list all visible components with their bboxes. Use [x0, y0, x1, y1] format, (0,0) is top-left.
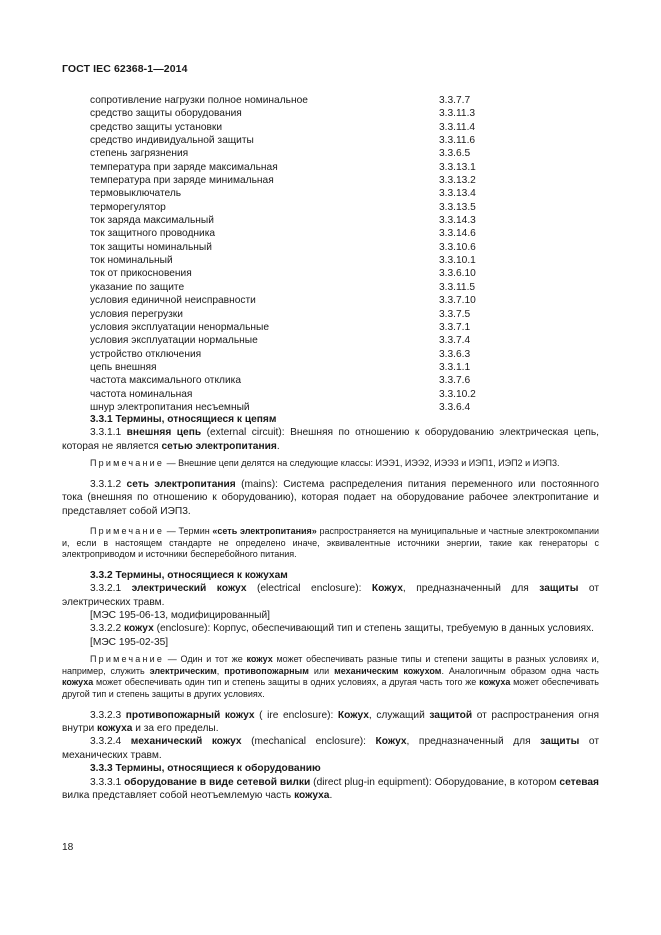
source-reference: [МЭС 195-02-35] [90, 636, 169, 648]
index-row [90, 107, 510, 120]
definition-3-3-2-3: 3.3.2.3 противопожарный кожух ( ire enclosure): Кожух, служащий защитой от распространения огня внутри кожуха и за его пределы. [62, 709, 599, 735]
index-term: ток защиты номинальный [90, 241, 212, 253]
defined-term: сеть электропитания [126, 478, 236, 490]
index-term: термовыключатель [90, 188, 182, 200]
index-row [90, 361, 510, 374]
index-row [90, 334, 510, 347]
index-ref: 3.3.10.1 [439, 255, 476, 267]
index-term: температура при заряде максимальная [90, 161, 278, 173]
index-row [90, 374, 510, 387]
document-header: ГОСТ IEC 62368-1—2014 [62, 63, 188, 75]
index-row [90, 241, 510, 254]
index-row [90, 94, 510, 107]
index-term: ток заряда максимальный [90, 215, 214, 227]
index-ref: 3.3.11.4 [439, 121, 476, 133]
index-row [90, 201, 510, 214]
defined-term: механический кожух [130, 736, 242, 748]
defined-term: внешняя цепь [126, 427, 202, 439]
definition-3-3-2-2: 3.3.2.2 кожух (enclosure): Корпус, обеспечивающий тип и степень защиты, требуемую в данных условиях. [90, 623, 594, 635]
defined-term: противопожарный кожух [125, 709, 255, 721]
index-ref: 3.3.7.7 [439, 95, 471, 106]
index-term: сопротивление нагрузки полное номинальное [90, 95, 308, 106]
index-term: ток от прикосновения [90, 268, 192, 280]
index-term: средство защиты установки [90, 121, 223, 133]
index-row [90, 294, 510, 307]
index-row [90, 147, 510, 160]
source-reference: [МЭС 195-06-13, модифицированный] [90, 610, 271, 622]
index-term: ток номинальный [90, 255, 173, 267]
index-term: частота максимального отклика [90, 375, 241, 387]
index-term: средство индивидуальной защиты [90, 135, 254, 147]
index-term: условия эксплуатации нормальные [90, 335, 258, 347]
section-heading-3-3-3: 3.3.3 Термины, относящиеся к оборудованию [90, 763, 321, 775]
defined-term: электрический кожух [131, 583, 247, 595]
definition-3-3-2-1: 3.3.2.1 электрический кожух (electrical enclosure): Кожух, предназначенный для защиты от электрических травм. [62, 583, 599, 608]
index-ref: 3.3.7.4 [439, 335, 471, 347]
index-ref: 3.3.13.5 [439, 201, 476, 213]
index-row [90, 254, 510, 267]
index-row [90, 214, 510, 227]
definition-3-3-2-4: 3.3.2.4 механический кожух (mechanical enclosure): Кожух, предназначенный для защиты от механических травм. [62, 736, 599, 761]
index-ref: 3.3.6.10 [439, 268, 476, 280]
definition-3-3-1-1: 3.3.1.1 внешняя цепь (external circuit): Внешняя по отношению к оборудованию электрическая цепь, которая не является сетью электропитания. [62, 427, 599, 452]
index-term: цепь внешняя [90, 361, 157, 373]
index-term: средство защиты оборудования [90, 108, 242, 120]
index-ref: 3.3.7.10 [439, 295, 476, 307]
defined-term: оборудование в виде сетевой вилки [124, 776, 311, 788]
index-term: условия эксплуатации ненормальные [90, 321, 270, 333]
index-ref: 3.3.1.1 [439, 361, 471, 373]
index-term: температура при заряде минимальная [90, 175, 274, 187]
index-row [90, 187, 510, 200]
index-ref: 3.3.10.6 [439, 241, 476, 253]
document-body [62, 413, 599, 802]
index-ref: 3.3.10.2 [439, 388, 476, 400]
index-term: степень загрязнения [90, 148, 189, 160]
index-ref: 3.3.7.5 [439, 308, 471, 320]
note-label: Примечание [90, 458, 165, 469]
index-term: шнур электропитания несъемный [90, 401, 250, 413]
index-row [90, 267, 510, 280]
index-row [90, 227, 510, 240]
index-ref: 3.3.13.4 [439, 188, 476, 200]
note-enclosure: Примечание — Один и тот же кожух может обеспечивать разные типы и степени защиты в разных условиях и, например, служить электрическим, противопожарным или механическим кожухом. Аналогичным образом одна часть кожуха может обеспечивать один тип и степень защиты в одних условиях, а другая часть того же кожуха может обеспечивать другой тип и степень защиты в других условиях. [62, 654, 599, 700]
index-term: устройство отключения [90, 348, 202, 360]
index-row [90, 121, 510, 134]
note-label: Примечание [90, 654, 165, 665]
index-ref: 3.3.6.4 [439, 401, 471, 413]
index-ref: 3.3.6.3 [439, 348, 471, 360]
index-row [90, 321, 510, 334]
index-ref: 3.3.11.5 [439, 281, 476, 293]
index-ref: 3.3.13.1 [439, 161, 476, 173]
note-external-circuits: Примечание — Внешние цепи делятся на следующие классы: ИЭЭ1, ИЭЭ2, ИЭЭ3 и ИЭП1, ИЭП2 и ИЭП3. [90, 458, 560, 469]
index-term: частота номинальная [90, 388, 193, 400]
index-ref: 3.3.7.1 [439, 321, 471, 333]
index-ref: 3.3.11.3 [439, 108, 476, 120]
index-row [90, 308, 510, 321]
index-row [90, 281, 510, 294]
index-row [90, 161, 510, 174]
index-term: условия единичной неисправности [90, 295, 256, 307]
index-row [90, 174, 510, 187]
defined-term: кожух [124, 623, 154, 635]
index-ref: 3.3.13.2 [439, 175, 476, 187]
index-term: терморегулятор [90, 201, 166, 213]
index-ref: 3.3.14.6 [439, 228, 476, 240]
note-label: Примечание [90, 526, 165, 537]
index-term: условия перегрузки [90, 308, 183, 320]
index-term: указание по защите [90, 281, 185, 293]
section-heading-3-3-1: 3.3.1 Термины, относящиеся к цепям [90, 414, 277, 425]
section-heading-3-3-2: 3.3.2 Термины, относящиеся к кожухам [90, 569, 288, 581]
index-row [90, 348, 510, 361]
term-index [90, 94, 510, 414]
index-row [90, 134, 510, 147]
definition-3-3-3-1: 3.3.3.1 оборудование в виде сетевой вилки (direct plug-in equipment): Оборудование, в котором сетевая вилка представляет собой неотъемлемую часть кожуха. [62, 776, 599, 802]
index-ref: 3.3.11.6 [439, 135, 476, 147]
definition-3-3-1-2: 3.3.1.2 сеть электропитания (mains): Система распределения питания переменного или постоянного тока (внешняя по отношению к оборудованию), которая подает на оборудование рабочее электропитание и представляет собой ИЭП3. [62, 478, 599, 517]
index-ref: 3.3.14.3 [439, 215, 476, 227]
index-ref: 3.3.6.5 [439, 148, 471, 160]
index-ref: 3.3.7.6 [439, 375, 471, 387]
index-row [90, 388, 510, 401]
note-mains: Примечание — Термин «сеть электропитания» распространяется на муниципальные и частные электрокомпании и, если в настоящем стандарте не определено иначе, эквивалентные источники энергии, такие как генераторы с электроприводом и источники бесперебойного питания. [62, 526, 599, 560]
page-number: 18 [62, 842, 74, 853]
index-term: ток защитного проводника [90, 228, 216, 240]
